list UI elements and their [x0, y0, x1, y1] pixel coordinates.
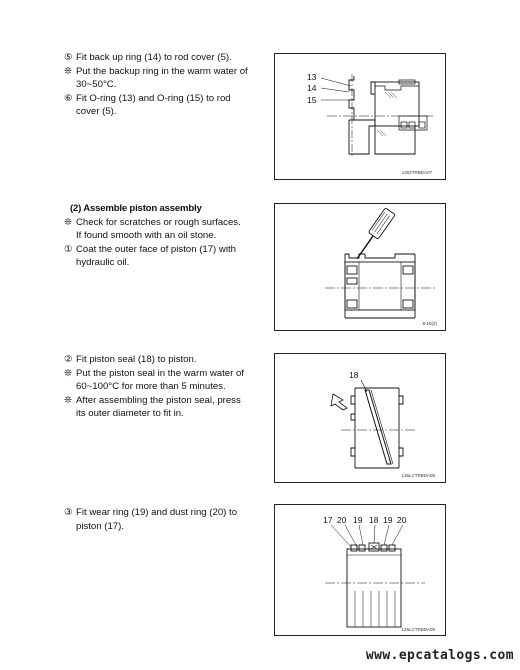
callout-18: 18 [369, 515, 379, 525]
callout-14: 14 [307, 83, 317, 93]
piston-seal-drawing [275, 354, 445, 482]
note-press-seal [64, 394, 264, 408]
figure-code: 125LCTRBDA09 [401, 627, 435, 632]
section-fit-piston-seal [64, 353, 264, 421]
section-fit-wear-ring [64, 506, 264, 533]
step-continuation: cover (5). [76, 106, 117, 118]
step-text: Fit piston seal (18) to piston. [76, 354, 197, 365]
note-marker: ❊ [64, 216, 73, 228]
step-marker: ① [64, 243, 73, 255]
step-5 [64, 51, 264, 65]
watermark-url: www.epcatalogs.com [365, 648, 514, 663]
rod-cover-callouts [307, 72, 317, 105]
note-marker: ❊ [64, 394, 73, 406]
step-marker: ⑤ [64, 52, 73, 63]
note-continuation: its outer diameter to fit in. [76, 408, 184, 420]
callout-15: 15 [307, 95, 317, 105]
section-heading: (2) Assemble piston assembly [70, 203, 202, 214]
note-marker: ❊ [64, 65, 73, 77]
callout-19: 19 [353, 515, 363, 525]
section-fit-backup-ring [64, 51, 264, 119]
figure-piston-seal [274, 353, 446, 483]
step-text: Coat the outer face of piston (17) with [76, 243, 236, 255]
step-marker: ③ [64, 507, 73, 518]
step-text: Fit back up ring (14) to rod cover (5). [76, 52, 232, 63]
note-text: Put the piston seal in the warm water of [76, 367, 244, 379]
note-warm-water [64, 65, 264, 79]
section-assemble-piston [64, 202, 264, 270]
note-marker: ❊ [64, 367, 73, 379]
step-continuation: piston (17). [76, 520, 124, 532]
step-marker: ⑥ [64, 92, 73, 104]
figure-code: 125LCTRBDA08 [401, 473, 435, 478]
step-2 [64, 353, 264, 367]
note-text: Check for scratches or rough surfaces. [76, 216, 241, 228]
note-text: Put the backup ring in the warm water of [76, 65, 248, 77]
callout-20: 20 [337, 515, 347, 525]
callout-20: 20 [397, 515, 407, 525]
piston-oil-drawing [275, 204, 445, 330]
step-continuation: hydraulic oil. [76, 257, 130, 269]
step-text: Fit wear ring (19) and dust ring (20) to [76, 507, 238, 518]
note-continuation: 60~100°C for more than 5 minutes. [76, 381, 226, 393]
callout-13: 13 [307, 72, 317, 82]
figure-code: 8-15(2) [422, 321, 437, 326]
step-text: Fit O-ring (13) and O-ring (15) to rod [76, 92, 231, 104]
note-check-scratches [64, 216, 264, 230]
step-3 [64, 506, 264, 520]
figure-wear-ring [274, 504, 446, 636]
note-warm-water [64, 367, 264, 381]
note-continuation: If found smooth with an oil stone. [76, 230, 217, 242]
step-1 [64, 243, 264, 257]
rod-cover-drawing [275, 54, 445, 179]
callout-19: 19 [383, 515, 393, 525]
figure-rod-cover [274, 53, 446, 180]
figure-piston-oil [274, 203, 446, 331]
figure-code: 1302TRBDA07 [401, 170, 432, 175]
note-continuation: 30~50°C. [76, 79, 117, 91]
step-marker: ② [64, 354, 73, 365]
callout-17: 17 [323, 515, 333, 525]
wear-ring-drawing [275, 505, 445, 635]
step-6 [64, 92, 264, 106]
note-text: After assembling the piston seal, press [76, 394, 241, 406]
wear-ring-callouts [323, 515, 407, 525]
callout-18: 18 [349, 370, 359, 380]
